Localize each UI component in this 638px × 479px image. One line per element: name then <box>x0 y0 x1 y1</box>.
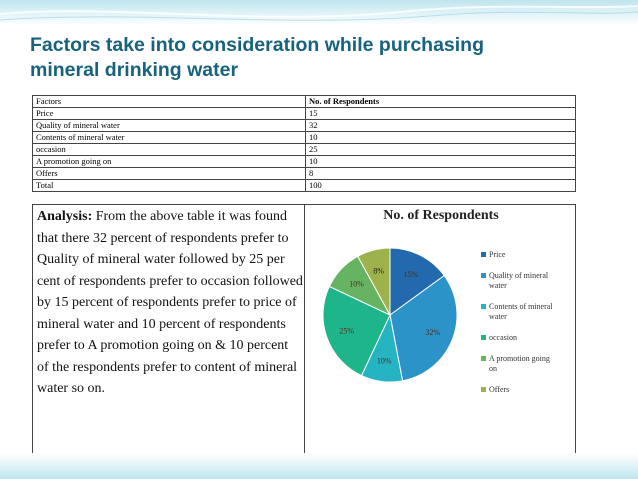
table-row <box>33 168 576 180</box>
legend-label: occasion <box>489 333 517 342</box>
pie-data-label: 25% <box>339 326 355 336</box>
legend-label: on <box>489 364 497 373</box>
table-row <box>33 120 576 132</box>
table-row <box>33 132 576 144</box>
slide-title-line-1: Factors take into consideration while purchasing <box>30 34 485 56</box>
table-cell-count: 10 <box>306 132 576 144</box>
legend-item <box>481 271 573 291</box>
legend-label: Quality of mineral <box>489 271 549 280</box>
table-cell-count: 32 <box>306 120 576 132</box>
legend-swatch <box>481 304 486 309</box>
legend-item <box>481 385 573 395</box>
table-cell-factor: A promotion going on <box>33 156 306 168</box>
table-cell-factor: Offers <box>33 168 306 180</box>
analysis-label: Analysis: <box>37 209 93 224</box>
pie-data-label: 10% <box>376 356 392 366</box>
table-cell-factor: Contents of mineral water <box>33 132 306 144</box>
pie-data-label: 10% <box>349 279 364 289</box>
table-cell-count: 10 <box>306 156 576 168</box>
legend-item <box>481 354 573 374</box>
table-cell-factor: Total <box>33 180 306 192</box>
bottom-decorative-band <box>0 453 638 479</box>
slide-title <box>30 33 590 83</box>
table-cell-count: 25 <box>306 144 576 156</box>
legend-label: A promotion going <box>489 354 550 363</box>
legend-label: water <box>489 281 507 290</box>
table-row <box>33 156 576 168</box>
legend-item <box>481 250 573 260</box>
table-cell-factor: Price <box>33 108 306 120</box>
legend-label: Contents of mineral <box>489 302 553 311</box>
chart-title: No. of Respondents <box>383 208 499 223</box>
legend-swatch <box>481 273 486 278</box>
analysis-text: From the above table it was found that there 32 percent of respondents prefer to Quality of mineral water followed by 25 per cent of respondents prefer to occasion followed by 15 percent of respondents prefer to price of mineral water and 10 percent of respondents prefer to A promotion going on & 10 percent of the respondents prefer to content of mineral water so on. <box>37 209 303 396</box>
table-row <box>33 144 576 156</box>
chart-legend <box>481 250 573 406</box>
pie-data-label: 32% <box>425 327 441 337</box>
legend-swatch <box>481 252 486 257</box>
respondents-table <box>32 95 576 192</box>
legend-swatch <box>481 387 486 392</box>
table-header-cell: No. of Respondents <box>306 96 576 108</box>
table-cell-count: 100 <box>306 180 576 192</box>
table-cell-factor: Quality of mineral water <box>33 120 306 132</box>
pie-data-label: 15% <box>403 270 419 279</box>
legend-label: Price <box>489 250 506 259</box>
legend-item <box>481 333 573 343</box>
table-cell-count: 8 <box>306 168 576 180</box>
legend-label: water <box>489 312 507 321</box>
pie-data-label: 8% <box>373 266 384 276</box>
legend-swatch <box>481 356 486 361</box>
table-cell-count: 15 <box>306 108 576 120</box>
legend-swatch <box>481 335 486 340</box>
top-wave-decoration <box>0 0 638 30</box>
slide-title-line-2: mineral drinking water <box>30 59 239 81</box>
table-cell-factor: occasion <box>33 144 306 156</box>
table-header-row <box>33 96 576 108</box>
analysis-paragraph <box>37 206 303 400</box>
legend-label: Offers <box>489 385 510 394</box>
pie-chart <box>305 230 481 406</box>
legend-item <box>481 302 573 322</box>
table-header-cell: Factors <box>33 96 306 108</box>
table-row <box>33 108 576 120</box>
table-row-total <box>33 180 576 192</box>
